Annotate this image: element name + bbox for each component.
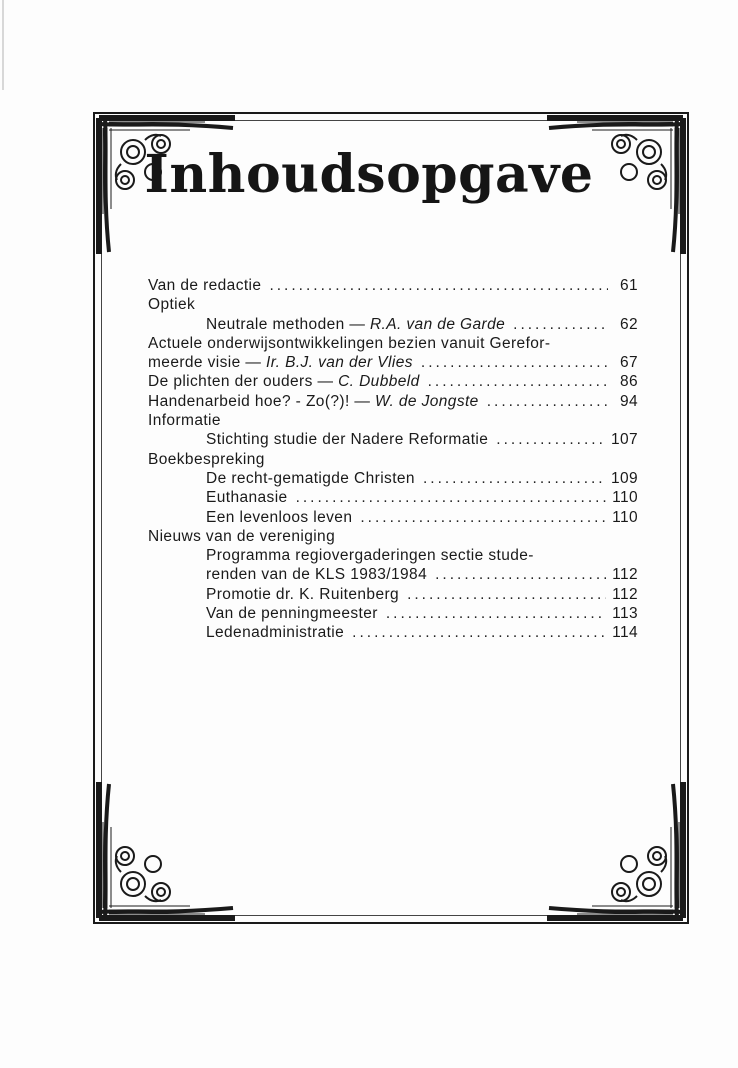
toc-entry-title: Handenarbeid hoe? - Zo(?)! — W. de Jongste xyxy=(148,392,479,410)
toc-entry-title: Ledenadministratie xyxy=(206,624,345,642)
toc-entry[interactable] xyxy=(148,430,638,449)
page-title: Inhoudsopgave xyxy=(144,144,594,205)
dot-leader xyxy=(296,488,607,507)
toc-section-heading: Optiek xyxy=(148,296,196,314)
toc-page-number: 61 xyxy=(619,277,638,294)
toc-entry-title: Van de penningmeester xyxy=(206,605,378,623)
toc-entry-title: Promotie dr. K. Ruitenberg xyxy=(206,585,400,603)
toc-entry-title: Een levenloos leven xyxy=(206,508,353,526)
toc-entry[interactable] xyxy=(148,623,638,642)
dot-leader xyxy=(421,353,608,372)
toc-entry-author: Ir. B.J. van der Vlies xyxy=(265,354,413,372)
dot-leader xyxy=(269,276,608,295)
toc-entry-title: Euthanasie xyxy=(206,489,288,507)
dot-leader xyxy=(435,565,606,584)
toc-entry-author: W. de Jongste xyxy=(375,392,479,410)
dot-leader xyxy=(487,392,608,411)
toc-entry-title: renden van de KLS 1983/1984 xyxy=(206,566,428,584)
toc-entry[interactable] xyxy=(148,392,638,411)
toc-entry-title: Neutrale methoden — R.A. van de Garde xyxy=(206,315,506,333)
dot-leader xyxy=(423,469,605,488)
dot-leader xyxy=(352,623,606,642)
toc-page-number: 112 xyxy=(612,585,638,603)
toc-entry[interactable] xyxy=(148,508,638,527)
dot-leader xyxy=(428,372,608,391)
table-of-contents xyxy=(148,276,638,643)
toc-entry-title: Van de redactie xyxy=(148,277,262,294)
toc-entry-title: Stichting studie der Nadere Reformatie xyxy=(206,431,489,449)
toc-entry[interactable] xyxy=(148,276,638,295)
toc-page-number: 110 xyxy=(612,489,638,507)
toc-entry-title: meerde visie — Ir. B.J. van der Vlies xyxy=(148,354,413,372)
toc-page-number: 107 xyxy=(610,431,638,449)
toc-entry[interactable] xyxy=(148,372,638,391)
toc-page-number: 86 xyxy=(619,373,638,391)
toc-page-number: 114 xyxy=(612,624,638,642)
dot-leader xyxy=(513,315,608,334)
toc-section-heading: Boekbespreking xyxy=(148,450,265,468)
corner-ornament-icon xyxy=(537,772,687,922)
dot-leader xyxy=(386,604,606,623)
dot-leader xyxy=(496,430,605,449)
dot-leader xyxy=(407,585,606,604)
toc-page-number: 113 xyxy=(612,605,638,623)
toc-entry[interactable] xyxy=(148,565,638,584)
toc-entry[interactable] xyxy=(148,353,638,372)
toc-page-number: 94 xyxy=(619,392,638,410)
toc-entry-title-line: Actuele onderwijsontwikkelingen bezien vanuit Gerefor- xyxy=(148,334,551,352)
toc-section-heading: Nieuws van de vereniging xyxy=(148,527,336,545)
corner-ornament-icon xyxy=(95,772,245,922)
toc-section-heading: Informatie xyxy=(148,412,221,430)
toc-page-number: 112 xyxy=(612,566,638,584)
toc-page-number: 110 xyxy=(612,508,638,526)
toc-entry-author: C. Dubbeld xyxy=(338,373,420,391)
toc-page-number: 67 xyxy=(619,354,638,372)
toc-entry-title: De plichten der ouders — C. Dubbeld xyxy=(148,373,420,391)
toc-page-number: 62 xyxy=(619,315,638,333)
toc-entry[interactable] xyxy=(148,604,638,623)
toc-page-number: 109 xyxy=(610,469,638,487)
toc-entry-title-line: Programma regiovergaderingen sectie stude- xyxy=(206,547,534,565)
toc-entry[interactable] xyxy=(148,488,638,507)
toc-entry[interactable] xyxy=(148,469,638,488)
toc-entry[interactable] xyxy=(148,585,638,604)
dot-leader xyxy=(360,508,606,527)
toc-entry-author: R.A. van de Garde xyxy=(369,315,506,333)
scan-edge-mark xyxy=(2,0,4,90)
toc-entry[interactable] xyxy=(148,315,638,334)
toc-entry-title: De recht-gematigde Christen xyxy=(206,469,415,487)
